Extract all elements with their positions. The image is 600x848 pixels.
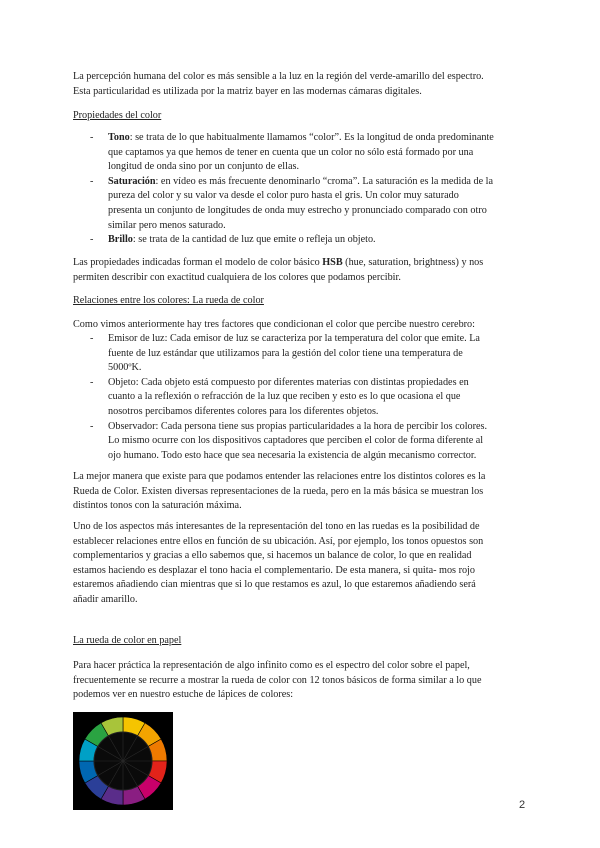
factors-list <box>73 332 531 463</box>
term-tono: Tono <box>108 132 130 143</box>
intro-line: Esta particularidad es utilizada por la matriz bayer en las modernas cámaras digitales. <box>73 85 422 97</box>
properties-list <box>73 131 531 248</box>
term-brillo: Brillo <box>108 234 133 246</box>
list-item: - Observador: Cada persona tiene sus propias particularidades a la hora de percibir los colores. Lo mismo ocurre con los dispositivos captadores que perciben el color de forma diferente al ojo humano. Todo esto hace que sea necesaria la existencia de algún mecanismo corrector. <box>90 420 488 461</box>
relations-paragraph: Uno de los aspectos más interesantes de la representación del tono en las ruedas es la posibilidad de establecer relaciones entre ellos en función de su ubicación. Así, por ejemplo, los tonos opuestos son complementarios y gracias a ello sabemos que, si hacemos un balance de color, lo que en realidad estamos haciendo es desplazar el tono hacia el complementario. De esta manera, si quita- mos rojo estaremos añadiendo cian mientras que si lo que restamos es azul, lo que estaremos añadiendo será añadir amarillo. <box>73 521 484 605</box>
color-wheel-image <box>73 712 173 810</box>
list-item: - Tono: se trata de lo que habitualmente llamamos “color”. Es la longitud de onda predominante que captamos ya que hemos de tener en cuenta que un color no sólo está formado por una longitud de onda sino por un conjunto de ellas. <box>90 132 494 173</box>
hsb-term: HSB <box>322 257 343 268</box>
list-item: - Emisor de luz: Cada emisor de luz se caracteriza por la temperatura del color que emite. La fuente de luz estándar que utilizamos para la gestión del color tiene una temperatura de 5000ºK. <box>90 333 480 374</box>
section-heading-paper: La rueda de color en papel <box>73 635 182 646</box>
term-saturacion: Saturación <box>108 175 156 187</box>
list-item: - Brillo: se trata de la cantidad de luz que emite o refleja un objeto. <box>90 234 376 246</box>
section-heading-relations: Relaciones entre los colores: La rueda de color <box>73 295 264 306</box>
intro-paragraph <box>73 70 531 99</box>
paper-paragraph: Para hacer práctica la representación de algo infinito como es el espectro del color sobre el papel, frecuentemente se recurre a mostrar la rueda de color con 12 tonos básicos de forma similar a lo que podemos ver en nuestro estuche de lápices de colores: <box>73 660 482 701</box>
relations-intro: Como vimos anteriormente hay tres factores que condicionan el color que percibe nuestro cerebro: <box>73 319 475 330</box>
color-wheel-paragraph: La mejor manera que existe para que podamos entender las relaciones entre los distintos colores es la Rueda de Color. Existen diversas representaciones de la rueda, pero en la más básica se muestran los distintos tonos con la saturación máxima. <box>73 471 486 512</box>
color-wheel-graphic <box>73 712 173 810</box>
page-number: 2 <box>519 799 526 811</box>
intro-line: La percepción humana del color es más sensible a la luz en la región del verde-amarillo del espectro. <box>73 71 484 82</box>
hsb-paragraph: Las propiedades indicadas forman el modelo de color básico HSB (hue, saturation, brightness) y nos permiten describir con exactitud cualquiera de los colores que podamos percibir. <box>73 257 484 283</box>
section-heading-properties: Propiedades del color <box>73 110 162 121</box>
list-item: - Saturación: en vídeo es más frecuente denominarlo “croma”. La saturación es la medida de la pureza del color y su valor va desde el color puro hasta el gris. Un color muy saturado presenta un conjunto de longitudes de onda muy estrecho y pronunciado comparado con otro similar pero menos saturado. <box>90 175 494 231</box>
list-item: - Objeto: Cada objeto está compuesto por diferentes materias con distintas propiedades en cuanto a la reflexión o refracción de la luz que reciben y esto es lo que ocasiona el que nosotros percibamos diferentes colores para los diferentes objetos. <box>90 376 469 417</box>
